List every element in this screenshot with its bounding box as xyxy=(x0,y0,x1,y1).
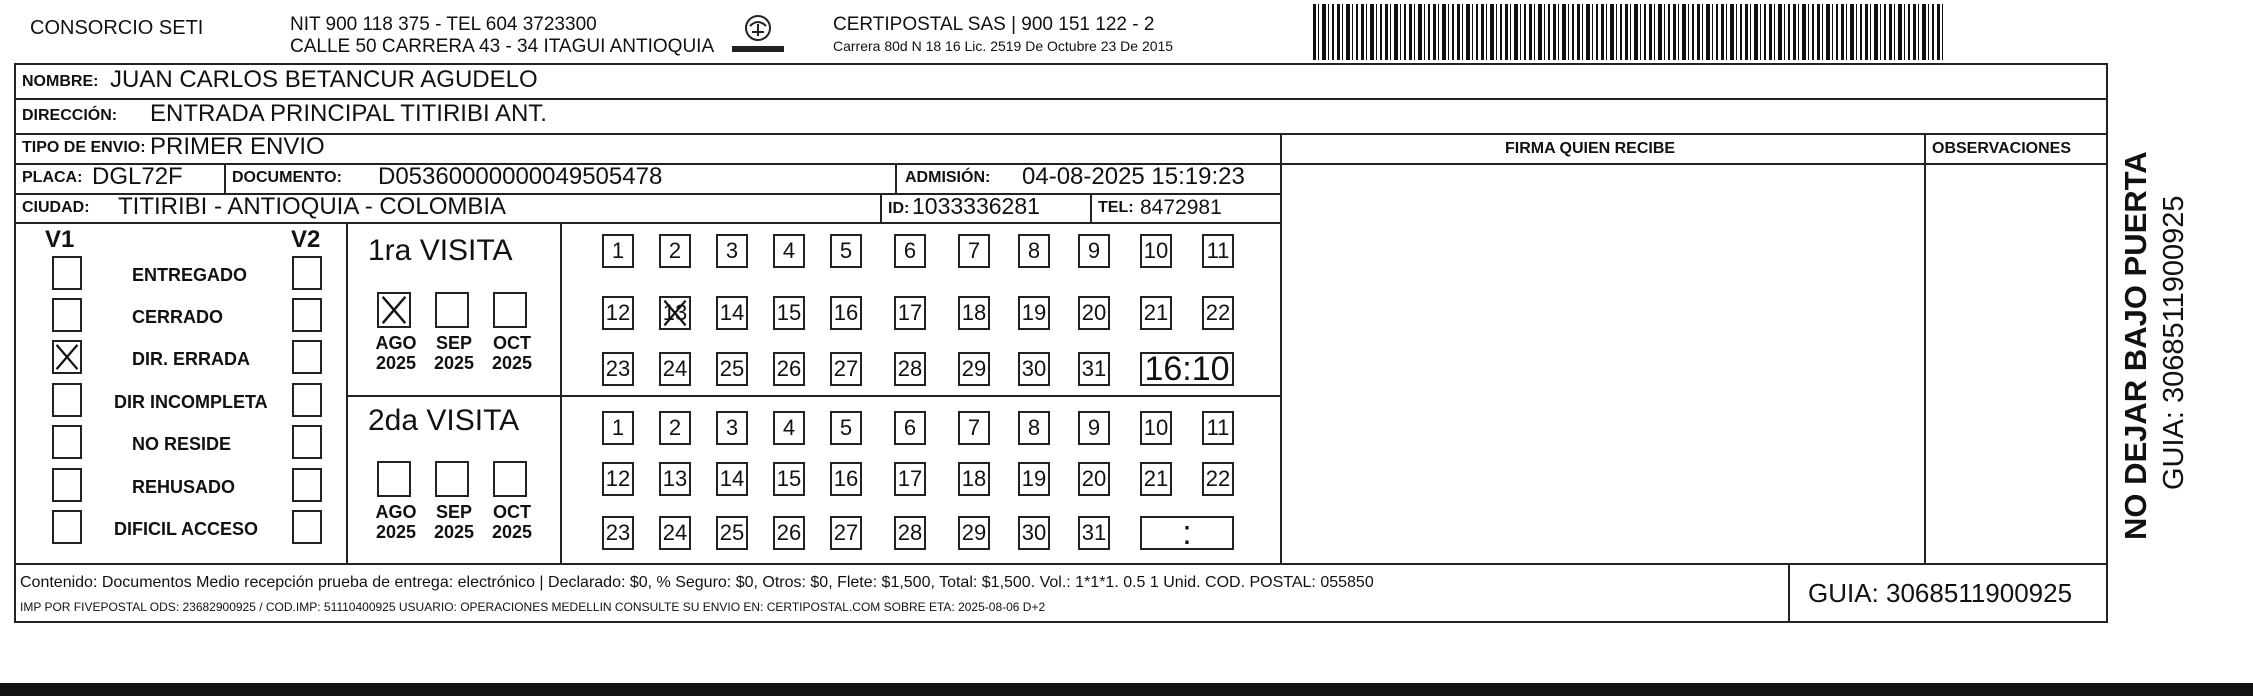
time-box: : xyxy=(1140,516,1234,550)
day-box: 31 xyxy=(1078,352,1110,386)
col-divider xyxy=(1280,133,1282,563)
company-address: CALLE 50 CARRERA 43 - 34 ITAGUI ANTIOQUIA xyxy=(290,36,715,57)
day-box: 9 xyxy=(1078,411,1110,445)
status-label: DIR. ERRADA xyxy=(132,349,251,369)
day-box: 23 xyxy=(602,352,634,386)
month-label: AGO 2025 xyxy=(375,502,417,542)
day-box: 7 xyxy=(958,234,990,268)
barcode xyxy=(1313,4,1945,60)
day-box: 24 xyxy=(659,352,691,386)
day-box: 1 xyxy=(602,411,634,445)
day-box: 30 xyxy=(1018,516,1050,550)
tipo-label: TIPO DE ENVIO: xyxy=(22,139,146,156)
day-box: 1 xyxy=(602,234,634,268)
day-box: 22 xyxy=(1202,462,1234,496)
month-checkbox xyxy=(493,461,527,497)
month-checkbox xyxy=(435,292,469,328)
status-label: NO RESIDE xyxy=(132,434,232,454)
day-box: 23 xyxy=(602,516,634,550)
time-box: 16:10 xyxy=(1140,352,1234,386)
cell-divider xyxy=(1090,193,1092,222)
v1-checkbox xyxy=(52,510,82,544)
v2-checkbox xyxy=(292,425,322,459)
day-box: 17 xyxy=(894,296,926,330)
v1-checkbox xyxy=(52,298,82,332)
day-box: 28 xyxy=(894,516,926,550)
day-box: 18 xyxy=(958,296,990,330)
day-box: 28 xyxy=(894,352,926,386)
v2-checkbox xyxy=(292,510,322,544)
day-box: 2 xyxy=(659,234,691,268)
day-box: 22 xyxy=(1202,296,1234,330)
day-box: 4 xyxy=(773,234,805,268)
v2-checkbox xyxy=(292,298,322,332)
month-checkbox xyxy=(435,461,469,497)
tel-value: 8472981 xyxy=(1140,196,1222,219)
month-label: OCT 2025 xyxy=(491,502,533,542)
month-label: SEP 2025 xyxy=(433,333,475,373)
certipostal-logo xyxy=(728,12,788,58)
day-box: 8 xyxy=(1018,411,1050,445)
v1-checkbox xyxy=(52,383,82,417)
row-line xyxy=(14,222,1280,224)
v2-checkbox xyxy=(292,383,322,417)
id-value: 1033336281 xyxy=(912,193,1040,219)
day-box: 20 xyxy=(1078,462,1110,496)
month-checkbox xyxy=(377,292,411,328)
company-name: CONSORCIO SETI xyxy=(30,17,204,39)
placa-value: DGL72F xyxy=(92,163,183,190)
day-box: 14 xyxy=(716,462,748,496)
bottom-bar xyxy=(0,683,2253,696)
month-label: SEP 2025 xyxy=(433,502,475,542)
day-box: 30 xyxy=(1018,352,1050,386)
tipo-value: PRIMER ENVIO xyxy=(150,133,325,160)
section-divider xyxy=(346,395,1280,397)
day-box: 27 xyxy=(830,516,862,550)
day-box: 15 xyxy=(773,462,805,496)
day-box: 19 xyxy=(1018,296,1050,330)
side-warning: NO DEJAR BAJO PUERTA xyxy=(2118,151,2153,540)
day-box: 9 xyxy=(1078,234,1110,268)
footer-imp: IMP POR FIVEPOSTAL ODS: 23682900925 / COD.IMP: 51110400925 USUARIO: OPERACIONES MEDELLIN CONSULTE SU ENVIO EN: CERTIPOSTAL.COM SOBRE ETA: 2025-08-06 D+2 xyxy=(20,600,1046,614)
day-box: 4 xyxy=(773,411,805,445)
day-box: 26 xyxy=(773,516,805,550)
v2-checkbox xyxy=(292,256,322,290)
day-box: 25 xyxy=(716,516,748,550)
day-box: 20 xyxy=(1078,296,1110,330)
day-box: 5 xyxy=(830,234,862,268)
nombre-label: NOMBRE: xyxy=(22,73,99,90)
day-box: 18 xyxy=(958,462,990,496)
cell-divider xyxy=(880,193,882,222)
ciudad-label: CIUDAD: xyxy=(22,199,90,216)
day-box: 31 xyxy=(1078,516,1110,550)
documento-value: D05360000000049505478 xyxy=(378,163,663,190)
month-checkbox xyxy=(493,292,527,328)
status-label: CERRADO xyxy=(132,307,224,327)
observaciones-header: OBSERVACIONES xyxy=(1932,140,2071,157)
direccion-label: DIRECCIÓN: xyxy=(22,107,118,124)
cell-divider xyxy=(224,163,226,193)
day-box: 25 xyxy=(716,352,748,386)
day-box: 13 xyxy=(659,296,691,330)
day-box: 27 xyxy=(830,352,862,386)
day-box: 26 xyxy=(773,352,805,386)
day-box: 29 xyxy=(958,352,990,386)
placa-label: PLACA: xyxy=(22,169,83,186)
month-label: AGO 2025 xyxy=(375,333,417,373)
month-checkbox xyxy=(377,461,411,497)
status-label: REHUSADO xyxy=(132,477,236,497)
day-box: 12 xyxy=(602,462,634,496)
v2-label: V2 xyxy=(291,226,321,253)
row-line xyxy=(14,563,2108,565)
footer-divider xyxy=(1788,563,1790,623)
day-box: 19 xyxy=(1018,462,1050,496)
day-box: 17 xyxy=(894,462,926,496)
section-divider xyxy=(560,222,562,563)
footer-content: Contenido: Documentos Medio recepción prueba de entrega: electrónico | Declarado: $0, % Seguro: $0, Otros: $0, Flete: $1,500, Total: $1,500. Vol.: 1*1*1. 0.5 1 Unid. COD. POSTAL: 055850 xyxy=(20,574,1374,591)
company-nit: NIT 900 118 375 - TEL 604 3723300 xyxy=(290,14,597,35)
v2-checkbox xyxy=(292,340,322,374)
day-box: 21 xyxy=(1140,462,1172,496)
v1-checkbox xyxy=(52,468,82,502)
day-box: 5 xyxy=(830,411,862,445)
admision-label: ADMISIÓN: xyxy=(905,169,991,186)
day-box: 15 xyxy=(773,296,805,330)
firma-header: FIRMA QUIEN RECIBE xyxy=(1505,140,1676,157)
v1-checkbox xyxy=(52,425,82,459)
day-box: 2 xyxy=(659,411,691,445)
day-box: 7 xyxy=(958,411,990,445)
id-label: ID: xyxy=(888,200,910,217)
second-visit-title: 2da VISITA xyxy=(368,404,520,437)
section-divider xyxy=(346,222,348,563)
day-box: 14 xyxy=(716,296,748,330)
carrier-name: CERTIPOSTAL SAS | 900 151 122 - 2 xyxy=(833,14,1155,35)
day-box: 16 xyxy=(830,296,862,330)
footer-guia: GUIA: 3068511900925 xyxy=(1808,578,2073,608)
status-label: DIFICIL ACCESO xyxy=(114,519,259,539)
day-box: 11 xyxy=(1202,411,1234,445)
status-label: DIR INCOMPLETA xyxy=(114,392,268,412)
day-box: 10 xyxy=(1140,234,1172,268)
status-label: ENTREGADO xyxy=(132,265,248,285)
v1-checkbox xyxy=(52,256,82,290)
nombre-value: JUAN CARLOS BETANCUR AGUDELO xyxy=(110,66,538,93)
day-box: 13 xyxy=(659,462,691,496)
documento-label: DOCUMENTO: xyxy=(232,169,342,186)
v2-checkbox xyxy=(292,468,322,502)
day-box: 8 xyxy=(1018,234,1050,268)
tel-label: TEL: xyxy=(1098,199,1134,216)
col-divider xyxy=(1924,133,1926,563)
day-box: 3 xyxy=(716,234,748,268)
day-box: 16 xyxy=(830,462,862,496)
day-box: 10 xyxy=(1140,411,1172,445)
v1-checkbox xyxy=(52,340,82,374)
day-box: 21 xyxy=(1140,296,1172,330)
day-box: 11 xyxy=(1202,234,1234,268)
day-box: 24 xyxy=(659,516,691,550)
v1-label: V1 xyxy=(45,226,75,253)
cell-divider xyxy=(895,163,897,193)
form-frame xyxy=(14,63,2108,623)
first-visit-title: 1ra VISITA xyxy=(368,234,513,267)
day-box: 3 xyxy=(716,411,748,445)
day-box: 6 xyxy=(894,411,926,445)
admision-value: 04-08-2025 15:19:23 xyxy=(1022,163,1245,190)
carrier-address: Carrera 80d N 18 16 Lic. 2519 De Octubre 23 De 2015 xyxy=(833,38,1174,54)
row-line xyxy=(14,133,2108,135)
ciudad-value: TITIRIBI - ANTIOQUIA - COLOMBIA xyxy=(118,193,507,220)
month-label: OCT 2025 xyxy=(491,333,533,373)
day-box: 12 xyxy=(602,296,634,330)
direccion-value: ENTRADA PRINCIPAL TITIRIBI ANT. xyxy=(150,100,547,127)
day-box: 29 xyxy=(958,516,990,550)
side-guia: GUIA: 3068511900925 xyxy=(2158,195,2190,490)
day-box: 6 xyxy=(894,234,926,268)
